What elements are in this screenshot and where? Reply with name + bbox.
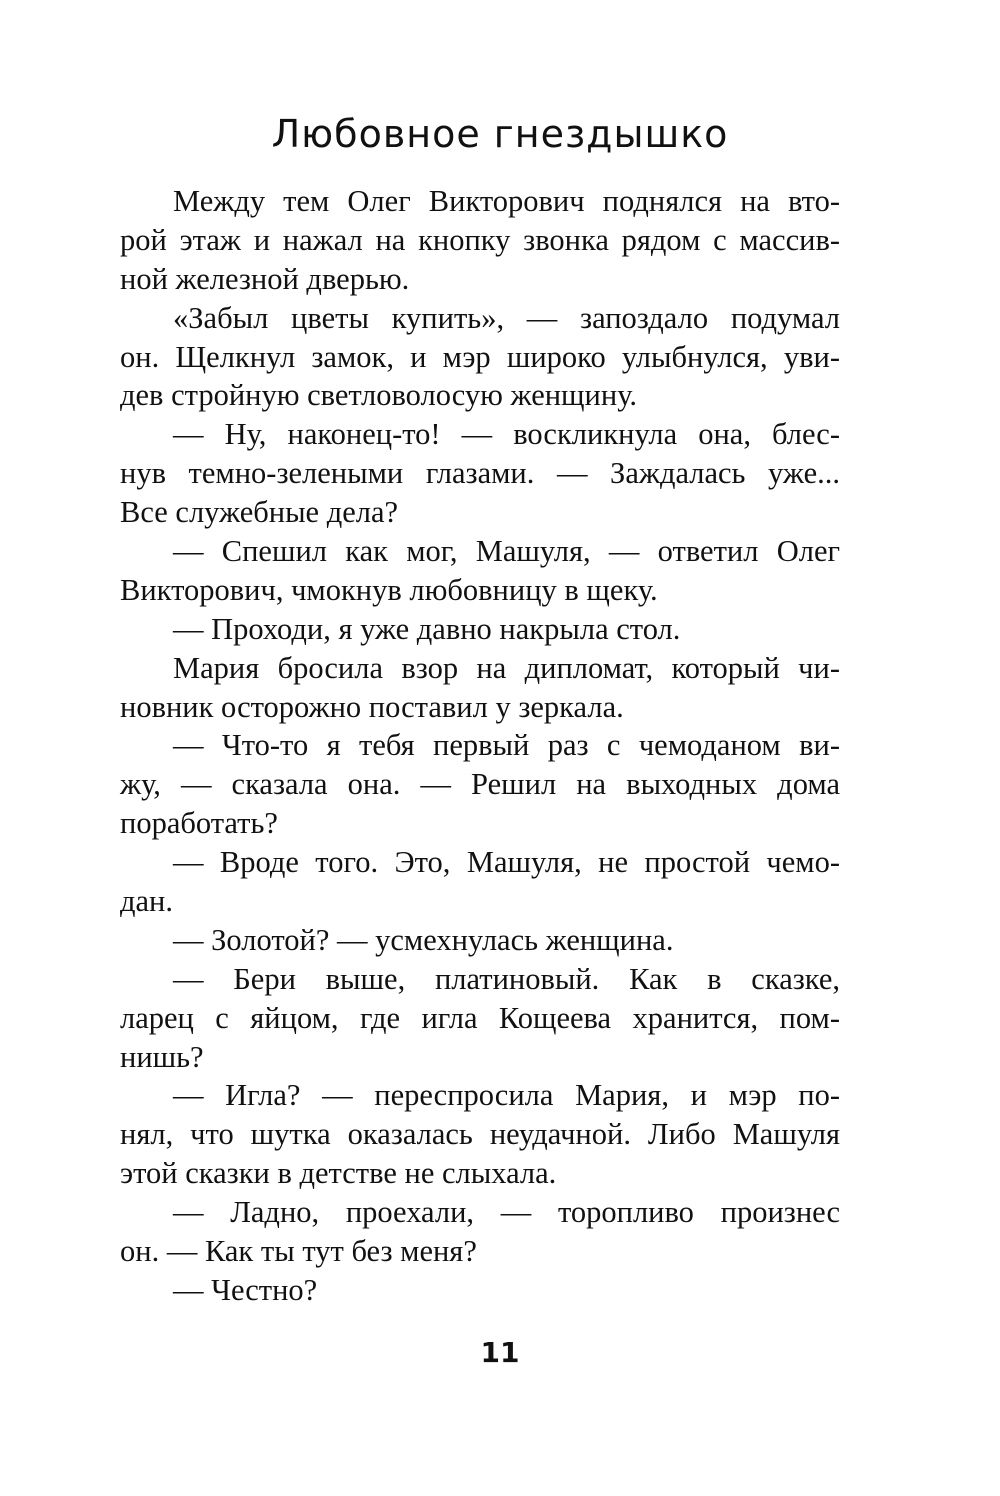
text-line: Мария бросила взор на дипломат, который чи-	[173, 650, 840, 685]
text-line: — Что-то я тебя первый раз с чемоданом ви-	[173, 728, 840, 763]
text-line: Викторович, чмокнув любовницу в щеку.	[120, 572, 658, 607]
text-line: ларец с яйцом, где игла Кощеева хранится, пом-	[120, 1000, 840, 1035]
text-line: он. Щелкнул замок, и мэр широко улыбнулся, уви-	[120, 339, 840, 374]
text-line: Все служебные дела?	[120, 495, 399, 530]
text-line: нув темно-зелеными глазами. — Заждалась уже...	[120, 456, 840, 491]
text-line: — Ладно, проехали, — торопливо произнес	[173, 1195, 840, 1230]
text-line: этой сказки в детстве не слыхала.	[120, 1156, 557, 1191]
text-line: — Золотой? — усмехнулась женщина.	[173, 922, 674, 957]
text-line: — Ну, наконец-то! — воскликнула она, блес-	[173, 417, 840, 452]
text-line: «Забыл цветы купить», — запоздало подумал	[173, 300, 840, 335]
text-line: — Бери выше, платиновый. Как в сказке,	[173, 961, 840, 996]
page-number: 11	[480, 1336, 520, 1369]
text-line: он. — Как ты тут без меня?	[120, 1234, 477, 1269]
text-line: — Проходи, я уже давно накрыла стол.	[173, 611, 681, 646]
text-line: Между тем Олег Викторович поднялся на вто-	[173, 184, 840, 218]
text-line: поработать?	[120, 806, 278, 841]
text-line: жу, — сказала она. — Решил на выходных дома	[120, 767, 840, 802]
text-line: — Честно?	[173, 1272, 318, 1307]
text-line: новник осторожно поставил у зеркала.	[120, 689, 624, 724]
chapter-title: Любовное гнездышко	[271, 112, 729, 156]
text-line: дан.	[120, 884, 174, 919]
text-line: дев стройную светловолосую женщину.	[120, 378, 638, 413]
text-line: — Игла? — переспросила Мария, и мэр по-	[173, 1078, 840, 1113]
text-line: нишь?	[120, 1039, 204, 1074]
text-line: нял, что шутка оказалась неудачной. Либо Машуля	[120, 1117, 840, 1152]
body-text	[120, 182, 840, 1310]
text-line: ной железной дверью.	[120, 261, 410, 296]
text-line: рой этаж и нажал на кнопку звонка рядом с массив-	[120, 222, 840, 257]
text-line: — Вроде того. Это, Машуля, не простой чемо-	[173, 845, 840, 880]
text-line: — Спешил как мог, Машуля, — ответил Олег	[173, 534, 840, 569]
